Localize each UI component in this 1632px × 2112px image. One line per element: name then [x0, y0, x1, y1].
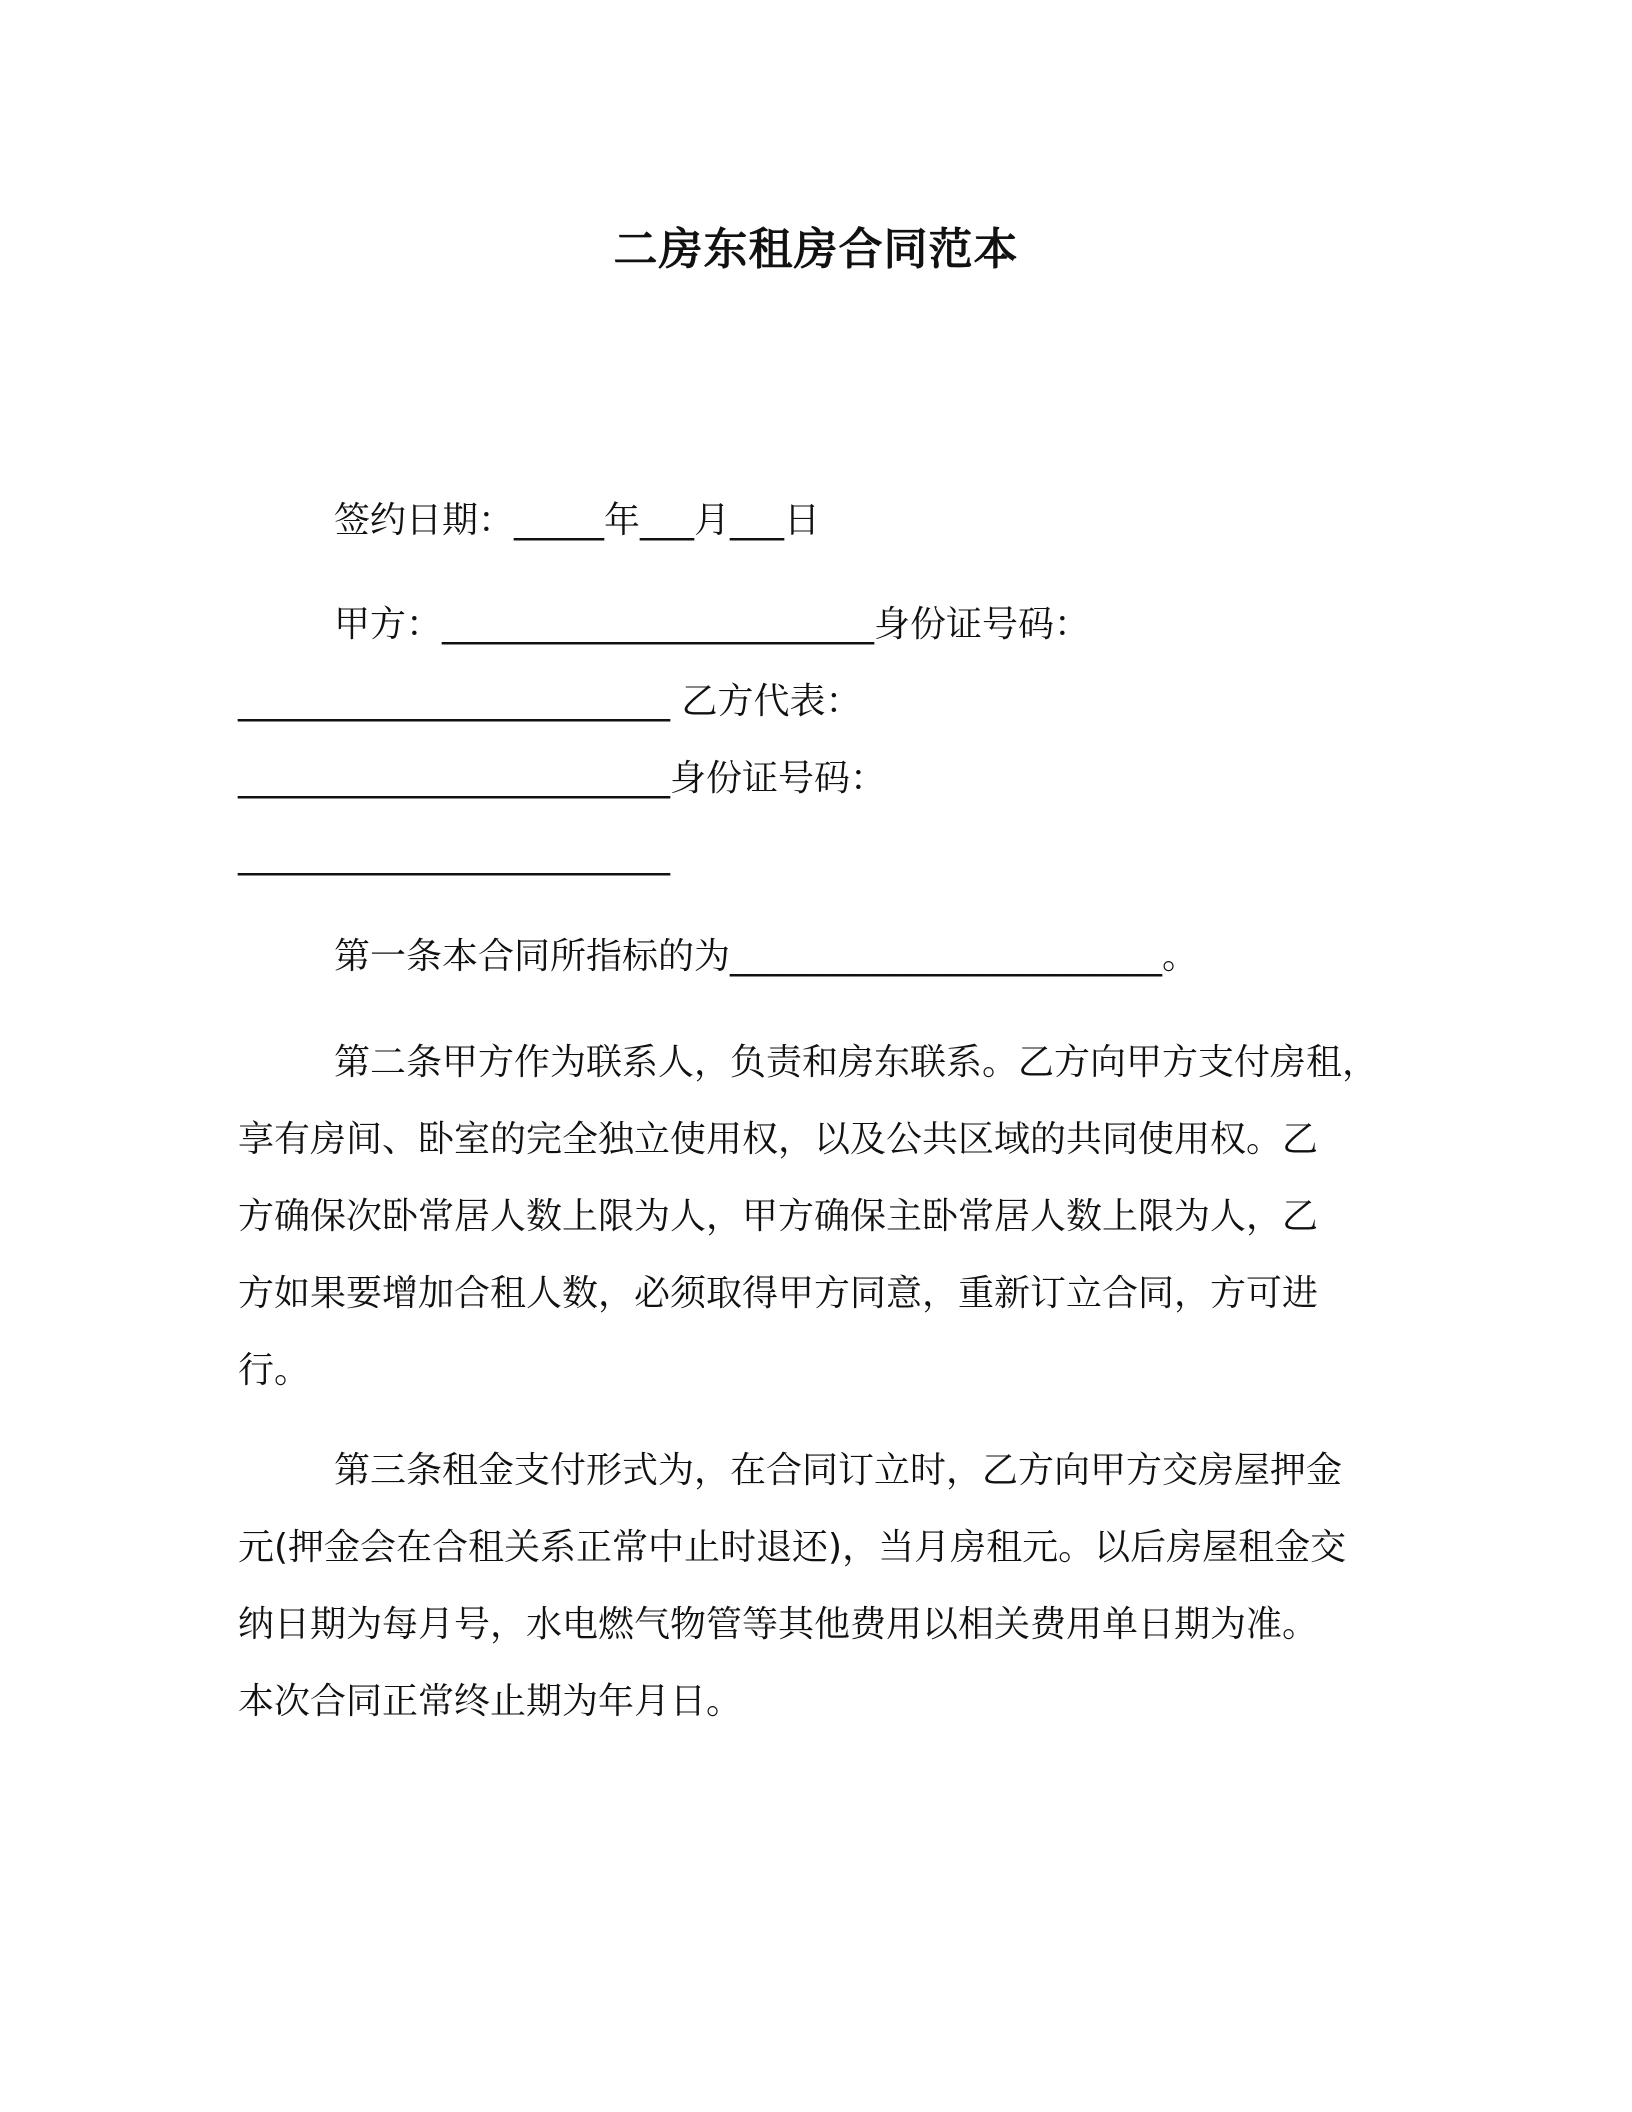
article-2-line: 方确保次卧常居人数上限为人，甲方确保主卧常居人数上限为人，乙	[238, 1196, 1319, 1237]
party-b-line: ________________________身份证号码：	[238, 758, 887, 799]
party-a-line: 甲方：________________________身份证号码：	[334, 604, 1091, 645]
article-1-line: 第一条本合同所指标的为________________________。	[334, 936, 1199, 977]
sign-date-line: 签约日期：_____年___月___日	[334, 500, 821, 541]
party-b-id-line: ________________________	[238, 835, 670, 876]
article-2-line: 第二条甲方作为联系人，负责和房东联系。乙方向甲方支付房租，	[334, 1042, 1379, 1083]
article-3	[238, 1432, 1408, 1740]
sign-date-block	[238, 482, 1408, 559]
article-3-line: 纳日期为每月号，水电燃气物管等其他费用以相关费用单日期为准。	[238, 1604, 1319, 1645]
article-2-line: 行。	[238, 1350, 311, 1391]
document-title: 二房东租房合同范本	[613, 224, 1019, 275]
party-a-id-line: ________________________ 乙方代表：	[238, 681, 862, 722]
article-2-line: 方如果要增加合租人数，必须取得甲方同意，重新订立合同，方可进	[238, 1273, 1319, 1314]
article-3-line: 第三条租金支付形式为，在合同订立时，乙方向甲方交房屋押金	[334, 1450, 1343, 1491]
article-1	[238, 918, 1408, 995]
article-2-line: 享有房间、卧室的完全独立使用权，以及公共区域的共同使用权。乙	[238, 1119, 1319, 1160]
article-2	[238, 1024, 1408, 1409]
article-3-line: 本次合同正常终止期为年月日。	[238, 1681, 743, 1722]
article-3-line: 元(押金会在合租关系正常中止时退还)，当月房租元。以后房屋租金交	[238, 1527, 1347, 1568]
parties-block	[238, 586, 1408, 894]
